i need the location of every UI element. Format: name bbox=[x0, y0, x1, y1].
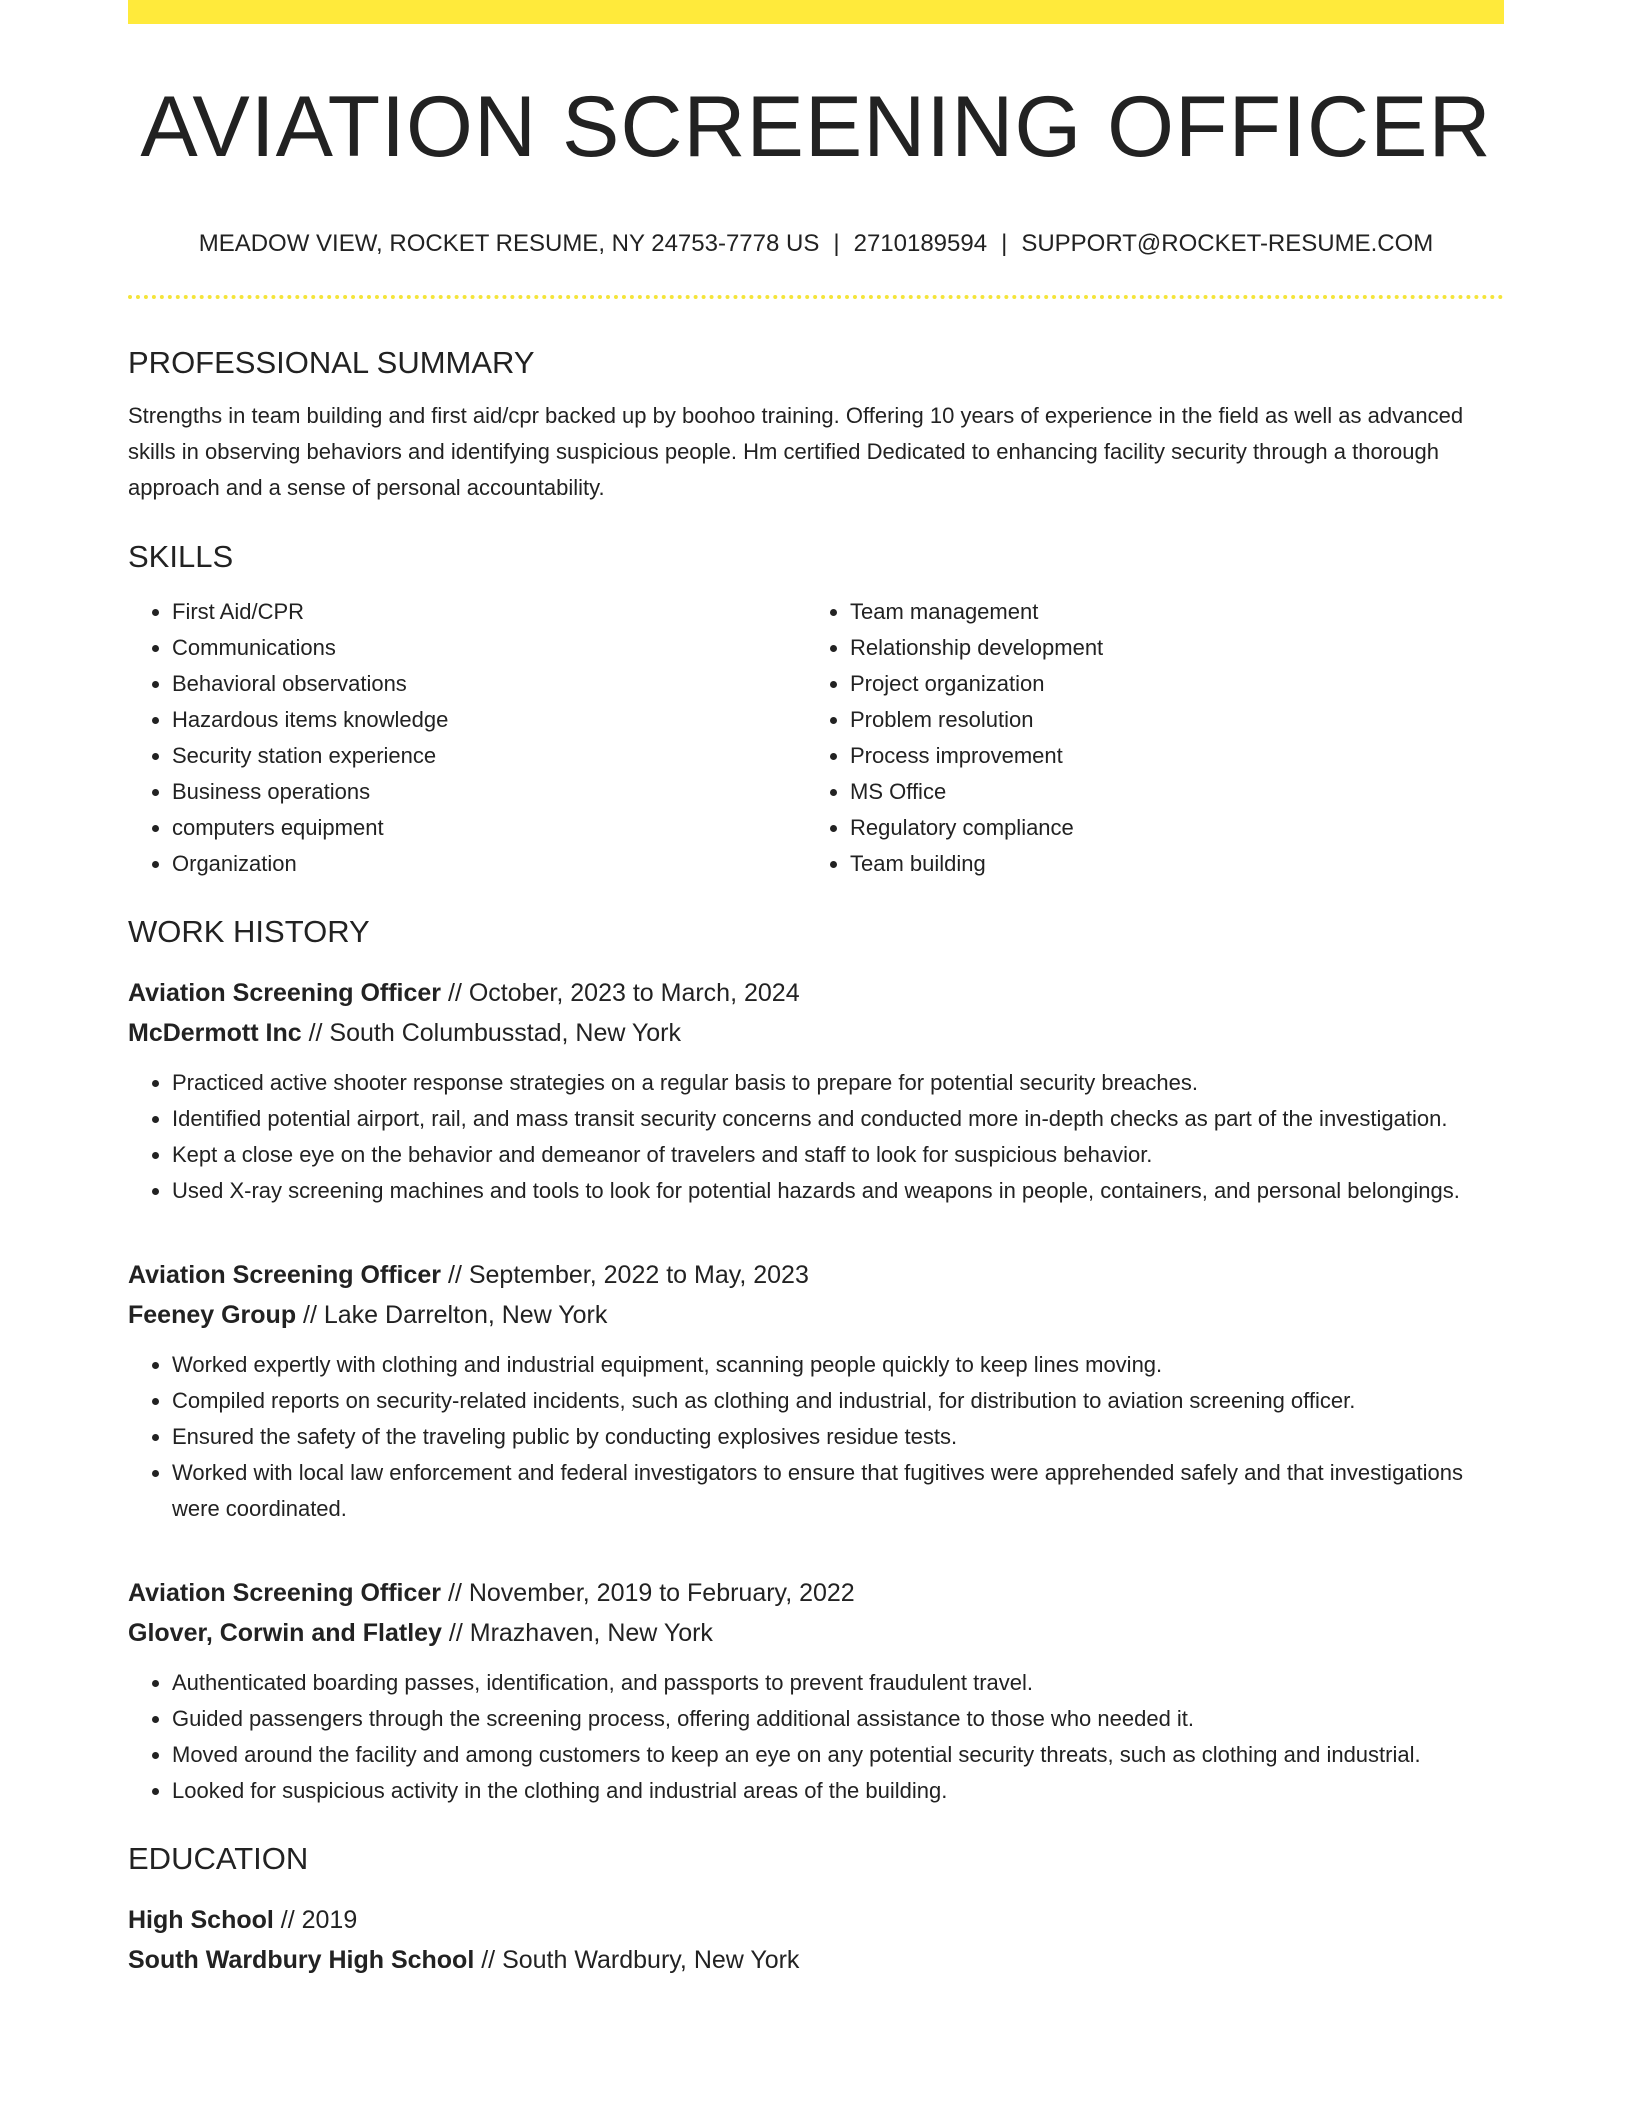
job-company-line bbox=[128, 1295, 1504, 1335]
skills-column-left bbox=[128, 594, 806, 882]
skills-column-right bbox=[806, 594, 1484, 882]
education-heading: EDUCATION bbox=[128, 1841, 309, 1876]
skill-item: • First Aid/CPR bbox=[172, 594, 806, 630]
summary-heading: PROFESSIONAL SUMMARY bbox=[128, 345, 535, 380]
education-year: // 2019 bbox=[273, 1906, 358, 1934]
contact-line bbox=[128, 232, 1504, 256]
job-dates: // September, 2022 to May, 2023 bbox=[441, 1261, 809, 1289]
skill-item: • Team management bbox=[850, 594, 1484, 630]
education-degree-line bbox=[128, 1900, 1504, 1940]
job-bullet: • Kept a close eye on the behavior and demeanor of travelers and staff to look for suspicious behavior. bbox=[172, 1137, 1504, 1173]
education-location: // South Wardbury, New York bbox=[474, 1946, 800, 1974]
job-company-line bbox=[128, 1613, 1504, 1653]
job-bullet: • Authenticated boarding passes, identification, and passports to prevent fraudulent travel. bbox=[172, 1665, 1504, 1701]
job-entry bbox=[128, 1573, 1504, 1809]
job-location: // South Columbusstad, New York bbox=[301, 1019, 682, 1047]
contact-address: MEADOW VIEW, ROCKET RESUME, NY 24753-7778 US bbox=[198, 230, 820, 257]
skill-item: • Security station experience bbox=[172, 738, 806, 774]
contact-separator: | bbox=[1001, 230, 1008, 257]
candidate-title: AVIATION SCREENING OFFICER bbox=[140, 79, 1492, 175]
skill-item: • Behavioral observations bbox=[172, 666, 806, 702]
job-company: Glover, Corwin and Flatley bbox=[128, 1619, 442, 1647]
education-school: South Wardbury High School bbox=[128, 1946, 475, 1974]
skills-list bbox=[128, 594, 1504, 882]
contact-separator: | bbox=[833, 230, 840, 257]
job-role: Aviation Screening Officer bbox=[128, 979, 442, 1007]
job-company-line bbox=[128, 1013, 1504, 1053]
job-title-line bbox=[128, 1573, 1504, 1613]
skill-item: • computers equipment bbox=[172, 810, 806, 846]
job-entry bbox=[128, 1255, 1504, 1527]
skill-item: • Business operations bbox=[172, 774, 806, 810]
job-role: Aviation Screening Officer bbox=[128, 1261, 442, 1289]
job-location: // Lake Darrelton, New York bbox=[296, 1301, 608, 1329]
job-role: Aviation Screening Officer bbox=[128, 1579, 442, 1607]
job-company: Feeney Group bbox=[128, 1301, 297, 1329]
job-title-line bbox=[128, 973, 1504, 1013]
job-location: // Mrazhaven, New York bbox=[441, 1619, 713, 1647]
job-bullet: • Identified potential airport, rail, and mass transit security concerns and conducted more in-depth checks as part of the investigation. bbox=[172, 1101, 1504, 1137]
work-history-heading: WORK HISTORY bbox=[128, 914, 370, 949]
skill-item: • Hazardous items knowledge bbox=[172, 702, 806, 738]
skill-item: • Process improvement bbox=[850, 738, 1484, 774]
job-bullet: • Moved around the facility and among customers to keep an eye on any potential security threats, such as clothing and industrial. bbox=[172, 1737, 1504, 1773]
top-accent-bar bbox=[128, 0, 1504, 24]
job-dates: // October, 2023 to March, 2024 bbox=[441, 979, 800, 1007]
job-bullet: • Looked for suspicious activity in the clothing and industrial areas of the building. bbox=[172, 1773, 1504, 1809]
job-title-line bbox=[128, 1255, 1504, 1295]
skill-item: • Team building bbox=[850, 846, 1484, 882]
skill-item: • Relationship development bbox=[850, 630, 1484, 666]
skill-item: • Organization bbox=[172, 846, 806, 882]
education-degree: High School bbox=[128, 1906, 274, 1934]
skill-item: • Communications bbox=[172, 630, 806, 666]
job-bullet: • Practiced active shooter response strategies on a regular basis to prepare for potential security breaches. bbox=[172, 1065, 1504, 1101]
job-bullet: • Worked expertly with clothing and industrial equipment, scanning people quickly to keep lines moving. bbox=[172, 1347, 1504, 1383]
job-bullet: • Used X-ray screening machines and tools to look for potential hazards and weapons in people, containers, and personal belongings. bbox=[172, 1173, 1504, 1209]
job-bullets bbox=[128, 1065, 1504, 1209]
job-bullet: • Worked with local law enforcement and federal investigators to ensure that fugitives were apprehended safely and that investigations were coordinated. bbox=[172, 1455, 1504, 1527]
job-dates: // November, 2019 to February, 2022 bbox=[441, 1579, 855, 1607]
job-entry bbox=[128, 973, 1504, 1209]
skill-item: • Regulatory compliance bbox=[850, 810, 1484, 846]
dotted-divider bbox=[128, 295, 1504, 299]
resume-page bbox=[128, 0, 1504, 1980]
skill-item: • Problem resolution bbox=[850, 702, 1484, 738]
contact-email: SUPPORT@ROCKET-RESUME.COM bbox=[1021, 230, 1434, 257]
skill-item: • MS Office bbox=[850, 774, 1484, 810]
job-bullet: • Ensured the safety of the traveling public by conducting explosives residue tests. bbox=[172, 1419, 1504, 1455]
job-bullets bbox=[128, 1347, 1504, 1527]
job-company: McDermott Inc bbox=[128, 1019, 302, 1047]
summary-text: Strengths in team building and first aid/cpr backed up by boohoo training. Offering 10 years of experience in the field as well as advanced skills in observing behaviors and identifying suspicious people. Hm certified Dedicated to enhancing facility security through a thorough approach and a sense of personal accountability. bbox=[128, 403, 1464, 500]
contact-phone: 2710189594 bbox=[853, 230, 988, 257]
job-bullet: • Guided passengers through the screening process, offering additional assistance to those who needed it. bbox=[172, 1701, 1504, 1737]
education-school-line bbox=[128, 1940, 1504, 1980]
job-bullet: • Compiled reports on security-related incidents, such as clothing and industrial, for distribution to aviation screening officer. bbox=[172, 1383, 1504, 1419]
skill-item: • Project organization bbox=[850, 666, 1484, 702]
education-entry bbox=[128, 1900, 1504, 1980]
skills-heading: SKILLS bbox=[128, 539, 234, 574]
job-bullets bbox=[128, 1665, 1504, 1809]
